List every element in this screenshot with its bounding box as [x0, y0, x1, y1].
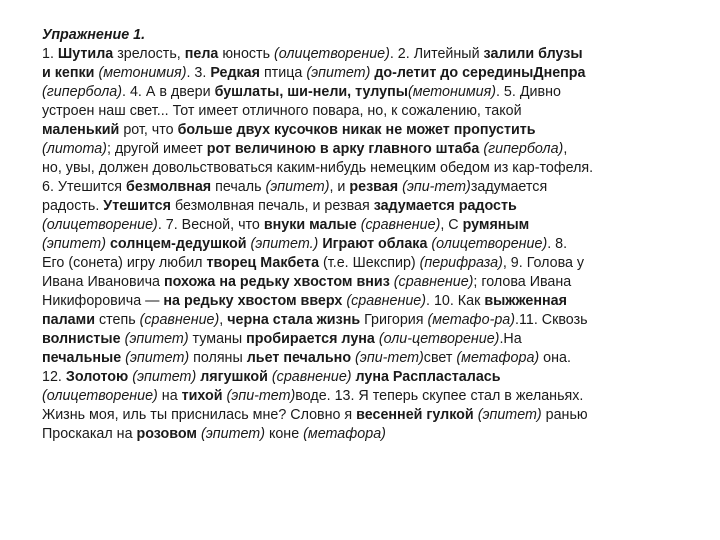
text-line [42, 159, 682, 178]
text-segment: . 3. [186, 65, 211, 81]
italic-label: (перифраза) [419, 255, 503, 271]
bold-term: до-летит до середины [374, 65, 534, 81]
text-line [42, 425, 682, 444]
text-segment: задумается [470, 179, 548, 195]
italic-label: (метонимия) [98, 65, 187, 81]
bold-term: лягушкой [200, 369, 268, 385]
italic-label: (сравнение) [346, 293, 426, 309]
text-segment: . 2. Литейный [389, 46, 484, 62]
text-segment: , С [440, 217, 463, 233]
bold-term: румяным [462, 217, 530, 233]
italic-label: (эпи-тет) [355, 350, 424, 366]
bold-term: солнцем-дедушкой [109, 236, 247, 252]
italic-label: (олицетворение) [274, 46, 390, 62]
italic-label: (оли-цетворение) [378, 331, 500, 347]
text-segment: 1. [42, 46, 58, 62]
text-line [42, 254, 682, 273]
text-line [42, 292, 682, 311]
italic-label: (сравнение) [360, 217, 441, 233]
exercise-heading: Упражнение 1. [42, 27, 146, 43]
italic-label: (метонимия) [407, 84, 496, 100]
text-segment: . 4. А в двери [122, 84, 215, 100]
italic-label: (метафора) [456, 350, 540, 366]
bold-term: Утешится [103, 198, 171, 214]
bold-term: творец Макбета [206, 255, 320, 271]
italic-label: (сравнение) [271, 369, 352, 385]
text-segment: Ивана Ивановича [42, 274, 164, 290]
text-line [42, 45, 682, 64]
text-line [42, 83, 682, 102]
text-segment: степь [95, 312, 140, 328]
text-segment: . 7. Весной, что [157, 217, 264, 233]
bold-term: льет печально [246, 350, 352, 366]
bold-term: луна Распласталась [355, 369, 501, 385]
text-line [42, 368, 682, 387]
exercise-body [42, 45, 682, 444]
italic-label: (сравнение) [393, 274, 474, 290]
bold-term: внуки малые [263, 217, 357, 233]
bold-term: Днепра [533, 65, 586, 81]
bold-term: больше двух кусочков никак не может пропустить [177, 122, 536, 138]
exercise-document [42, 26, 682, 444]
italic-label: (эпи-тет) [402, 179, 471, 195]
bold-term: черна стала жизнь [227, 312, 361, 328]
bold-term: волнистые [42, 331, 121, 347]
text-segment: безмолвная печаль, и резвая [170, 198, 374, 214]
italic-label: (эпитет.) [250, 236, 319, 252]
bold-term: рот величиною в арку главного штаба [206, 141, 480, 157]
bold-term: Золотою [65, 369, 129, 385]
bold-term: резвая [349, 179, 399, 195]
italic-label: (олицетворение) [42, 388, 158, 404]
text-segment: , 9. Голова у [502, 255, 585, 271]
italic-label: (эпитет) [477, 407, 542, 423]
bold-term: залили блузы [483, 46, 583, 62]
text-segment: устроен наш свет... Тот имеет отличного повара, но, к сожалению, такой [42, 103, 522, 119]
text-segment: , [563, 141, 568, 157]
italic-label: (гипербола) [42, 84, 122, 100]
text-segment: (т.е. Шекспир) [319, 255, 420, 271]
italic-label: (эпитет) [125, 350, 190, 366]
text-line [42, 178, 682, 197]
text-segment: ; другой имеет [106, 141, 207, 157]
bold-term: пела [184, 46, 219, 62]
italic-label: (эпитет) [306, 65, 371, 81]
text-line [42, 349, 682, 368]
bold-term: весенней гулкой [356, 407, 474, 423]
text-segment: .11. Сквозь [515, 312, 588, 328]
text-segment: 6. Утешится [42, 179, 127, 195]
text-line [42, 216, 682, 235]
text-line [42, 197, 682, 216]
text-segment: печаль [211, 179, 266, 195]
italic-label: (метафора) [303, 426, 386, 442]
bold-term: розовом [136, 426, 197, 442]
text-segment: коне [264, 426, 304, 442]
text-line [42, 406, 682, 425]
text-line [42, 64, 682, 83]
text-segment: ; голова Ивана [473, 274, 572, 290]
bold-term: пробирается луна [246, 331, 375, 347]
bold-term: печальные [42, 350, 122, 366]
text-segment: ранью [541, 407, 588, 423]
text-line [42, 387, 682, 406]
bold-term: Редкая [210, 65, 260, 81]
text-segment: Жизнь моя, иль ты приснилась мне? Словно я [42, 407, 357, 423]
text-segment: . 5. Дивно [495, 84, 561, 100]
italic-label: (гипербола) [483, 141, 564, 157]
text-segment: туманы [188, 331, 247, 347]
bold-term: выжженная [484, 293, 567, 309]
text-segment: .На [499, 331, 522, 347]
text-segment: но, увы, должен довольствоваться каким-нибудь немецким обедом из кар-тофеля. [42, 160, 594, 176]
italic-label: (эпитет) [132, 369, 197, 385]
bold-term: палами [42, 312, 95, 328]
italic-label: (сравнение) [139, 312, 220, 328]
italic-label: (эпитет) [124, 331, 189, 347]
bold-term: на редьку хвостом вверх [163, 293, 343, 309]
italic-label: (эпи-тет) [226, 388, 296, 404]
text-segment: поляны [189, 350, 247, 366]
bold-term: маленький [42, 122, 120, 138]
text-segment: , и [329, 179, 350, 195]
text-line [42, 311, 682, 330]
bold-term: Шутила [57, 46, 114, 62]
bold-term: безмолвная [126, 179, 212, 195]
text-segment: . 8. [547, 236, 568, 252]
text-segment: , [219, 312, 228, 328]
text-segment: Его (сонета) игру любил [42, 255, 207, 271]
text-segment: зрелость, [113, 46, 185, 62]
italic-label: (метафо-ра) [427, 312, 516, 328]
italic-label: (олицетворение) [431, 236, 548, 252]
text-segment: радость. [42, 198, 104, 214]
text-line [42, 273, 682, 292]
text-line [42, 235, 682, 254]
italic-label: (эпитет) [42, 236, 106, 252]
text-segment: воде. 13. Я теперь скупее стал в желаньях. [295, 388, 584, 404]
bold-term: похожа на редьку хвостом вниз [163, 274, 390, 290]
italic-label: (эпитет) [265, 179, 330, 195]
text-segment: на [157, 388, 182, 404]
text-segment: Никифоровича — [42, 293, 164, 309]
text-line [42, 330, 682, 349]
bold-term: бушлаты, ши-нели, тулупы [214, 84, 408, 100]
text-segment: Проскакал на [42, 426, 137, 442]
bold-term: тихой [181, 388, 223, 404]
bold-term: задумается радость [373, 198, 517, 214]
text-segment: Григория [360, 312, 428, 328]
text-segment: она. [539, 350, 571, 366]
text-segment: рот, что [119, 122, 178, 138]
bold-term: и кепки [42, 65, 95, 81]
italic-label: (эпитет) [200, 426, 265, 442]
text-segment: свет [423, 350, 457, 366]
italic-label: (олицетворение) [42, 217, 158, 233]
text-segment: птица [259, 65, 307, 81]
text-line [42, 121, 682, 140]
text-line [42, 140, 682, 159]
text-segment: юность [218, 46, 275, 62]
text-segment: . 10. Как [426, 293, 485, 309]
text-segment: 12. [42, 369, 66, 385]
italic-label: (литота) [42, 141, 107, 157]
bold-term: Играют облака [322, 236, 428, 252]
text-line [42, 102, 682, 121]
